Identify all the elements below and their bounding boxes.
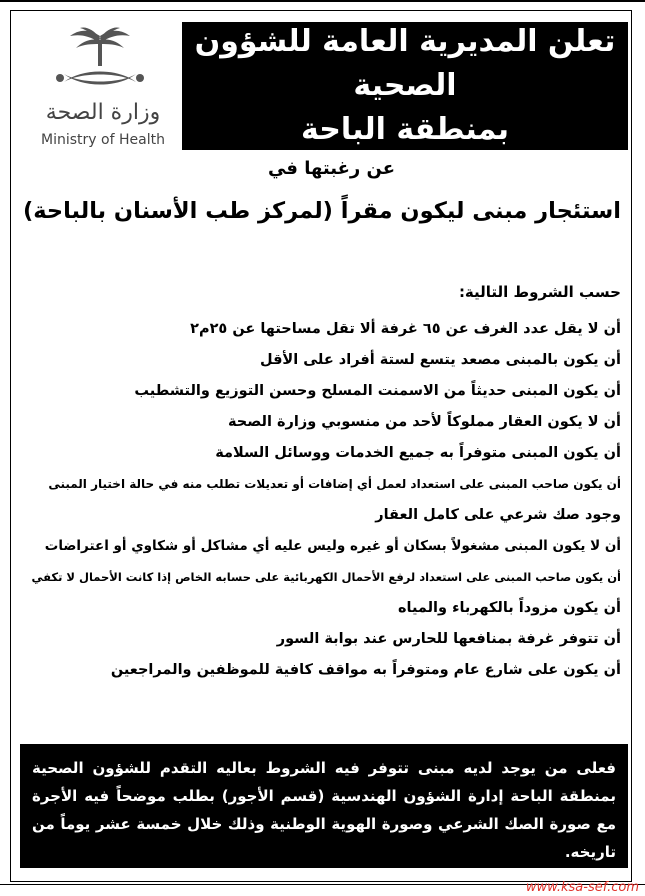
condition-item: أن يكون المبنى حديثاً من الاسمنت المسلح وحسن التوزيع والتشطيب xyxy=(134,383,621,399)
logo-arabic-text: وزارة الصحة xyxy=(45,100,161,125)
header-title: تعلن المديرية العامة للشؤون الصحية xyxy=(194,24,616,103)
conditions-intro: حسب الشروط التالية: xyxy=(458,283,621,301)
condition-item: أن لا يكون المبنى مشغولاً بسكان أو غيره وليس عليه أي مشاكل أو شكاوي أو اعتراضات xyxy=(44,538,621,554)
condition-item: أن تتوفر غرفة بمنافعها للحارس عند بوابة السور xyxy=(276,631,621,647)
condition-item: أن يكون مزوداً بالكهرباء والمياه xyxy=(397,600,621,616)
headline: استئجار مبنى ليكون مقراً (لمركز طب الأسنان بالباحة) xyxy=(22,198,622,224)
wish-text: عن رغبتها في xyxy=(267,158,395,179)
source-watermark[interactable]: www.ksa-sef.com xyxy=(525,880,639,895)
announcement-header xyxy=(182,22,628,150)
top-rule xyxy=(0,0,645,2)
condition-item: أن لا يقل عدد الغرف عن ٦٥ غرفة ألا تقل مساحتها عن ٢٥م٢ xyxy=(190,321,621,337)
condition-item: أن يكون المبنى متوفراً به جميع الخدمات ووسائل السلامة xyxy=(215,445,621,461)
condition-item: أن لا يكون العقار مملوكاً لأحد من منسوبي وزارة الصحة xyxy=(227,414,621,430)
header-region: بمنطقة الباحة xyxy=(301,112,509,147)
condition-item: وجود صك شرعي على كامل العقار xyxy=(375,507,621,523)
palm-swords-emblem-icon xyxy=(24,26,176,106)
condition-item: أن يكون صاحب المبنى على استعداد لعمل أي إضافات أو تعديلات تطلب منه في حالة اختيار المبنى xyxy=(48,477,621,491)
conditions-list xyxy=(25,314,621,686)
logo-english-text: Ministry of Health xyxy=(41,132,165,148)
condition-item: أن يكون صاحب المبنى على استعداد لرفع الأحمال الكهربائية على حسابه الخاص إذا كانت الأحمال لا تكفي xyxy=(31,570,621,584)
condition-item: أن يكون بالمبنى مصعد يتسع لستة أفراد على الأقل xyxy=(260,352,621,368)
condition-item: أن يكون على شارع عام ومتوفراً به مواقف كافية للموظفين والمراجعين xyxy=(110,662,621,678)
footer-instructions: فعلى من يوجد لديه مبنى تتوفر فيه الشروط بعاليه التقدم للشؤون الصحية بمنطقة الباحة إدارة الشؤون الهندسية (قسم الأجور) بطلب موضحاً فيه الأجرة مع صورة الصك الشرعي وصورة الهوية الوطنية وذلك خلال خمسة عشر يوماً من تاريخه. xyxy=(20,744,628,868)
